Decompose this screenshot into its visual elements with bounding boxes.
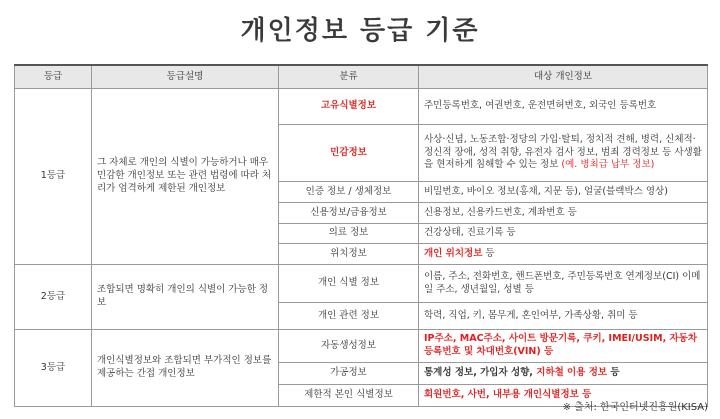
- grade-description: 개인식별정보와 조합되면 부가적인 정보를 제공하는 간접 개인정보: [92, 330, 279, 407]
- target-cell: 이름, 주소, 전화번호, 핸드폰번호, 주민등록번호 연계정보(CI) 이메일 주소, 생년월일, 성별 등: [419, 265, 708, 303]
- target-cell: 비밀번호, 바이오 정보(홍채, 지문 등), 얼굴(블랙박스 영상): [419, 182, 708, 203]
- table-row: [15, 265, 708, 303]
- grade-description: 그 자체로 개인의 식별이 가능하거나 매우 민감한 개인정보 또는 관련 법령에 따라 처리가 엄격하게 제한된 개인정보: [92, 89, 279, 265]
- header-category: 분류: [279, 65, 419, 89]
- category-cell: 제한적 본인 식별정보: [279, 385, 419, 407]
- category-cell: 개인 식별 정보: [279, 265, 419, 303]
- category-cell: 인증 정보 / 생체정보: [279, 182, 419, 203]
- target-text: 등: [482, 247, 495, 259]
- grade-cell: 1등급: [15, 89, 92, 265]
- target-cell: [419, 244, 708, 265]
- category-cell: 신용정보/금융정보: [279, 203, 419, 224]
- category-cell: 개인 관련 정보: [279, 303, 419, 330]
- target-cell: IP주소, MAC주소, 사이트 방문기록, 쿠키, IMEI/USIM, 자동차등록번호 및 차대번호(VIN) 등: [419, 330, 708, 363]
- target-text: 통계성 정보, 가입자 성향,: [424, 367, 537, 379]
- target-cell: 학력, 직업, 키, 몸무게, 혼인여부, 가족상황, 취미 등: [419, 303, 708, 330]
- grade-description: 조합되면 명확히 개인의 식별이 가능한 정보: [92, 265, 279, 330]
- table-row: [15, 330, 708, 363]
- category-cell: 자동생성정보: [279, 330, 419, 363]
- grade-cell: 3등급: [15, 330, 92, 407]
- category-cell: 의료 정보: [279, 224, 419, 244]
- target-text: 등: [607, 367, 620, 379]
- header-description: 등급설명: [92, 65, 279, 89]
- table-row: [15, 89, 708, 125]
- grade-table: [14, 64, 708, 407]
- table-header-row: [15, 65, 708, 89]
- target-highlight: 개인 위치정보: [424, 247, 483, 259]
- source-note: ※ 출처: 한국인터넷진흥원(KISA): [562, 402, 708, 413]
- header-target: 대상 개인정보: [419, 65, 708, 89]
- category-cell: 고유식별정보: [279, 89, 419, 125]
- page-title: 개인정보 등급 기준: [240, 16, 480, 46]
- target-cell: 건강상태, 진료기록 등: [419, 224, 708, 244]
- target-cell: 신용정보, 신용카드번호, 계좌번호 등: [419, 203, 708, 224]
- target-cell: [419, 363, 708, 385]
- target-text: 사상·신념, 노동조합·정당의 가입·탈퇴, 정치적 견해, 병력, 신체적·정신적 장애, 성적 취향, 유전자 검사 정보, 범죄 경력정보 등 사생활을 현저하게 침해할 수 있는 정보: [424, 133, 702, 171]
- target-cell: [419, 125, 708, 182]
- target-cell: 주민등록번호, 여권번호, 운전면허번호, 외국인 등록번호: [419, 89, 708, 125]
- target-example: (예. 병최급 납부 정보): [561, 159, 655, 171]
- header-grade: 등급: [15, 65, 92, 89]
- target-cell: 회원번호, 사번, 내부용 개인식별정보 등: [419, 385, 708, 407]
- category-cell: 위치정보: [279, 244, 419, 265]
- category-cell: 민감정보: [279, 125, 419, 182]
- target-highlight: 지하철 이용 정보: [536, 367, 608, 379]
- grade-cell: 2등급: [15, 265, 92, 330]
- category-cell: 가공정보: [279, 363, 419, 385]
